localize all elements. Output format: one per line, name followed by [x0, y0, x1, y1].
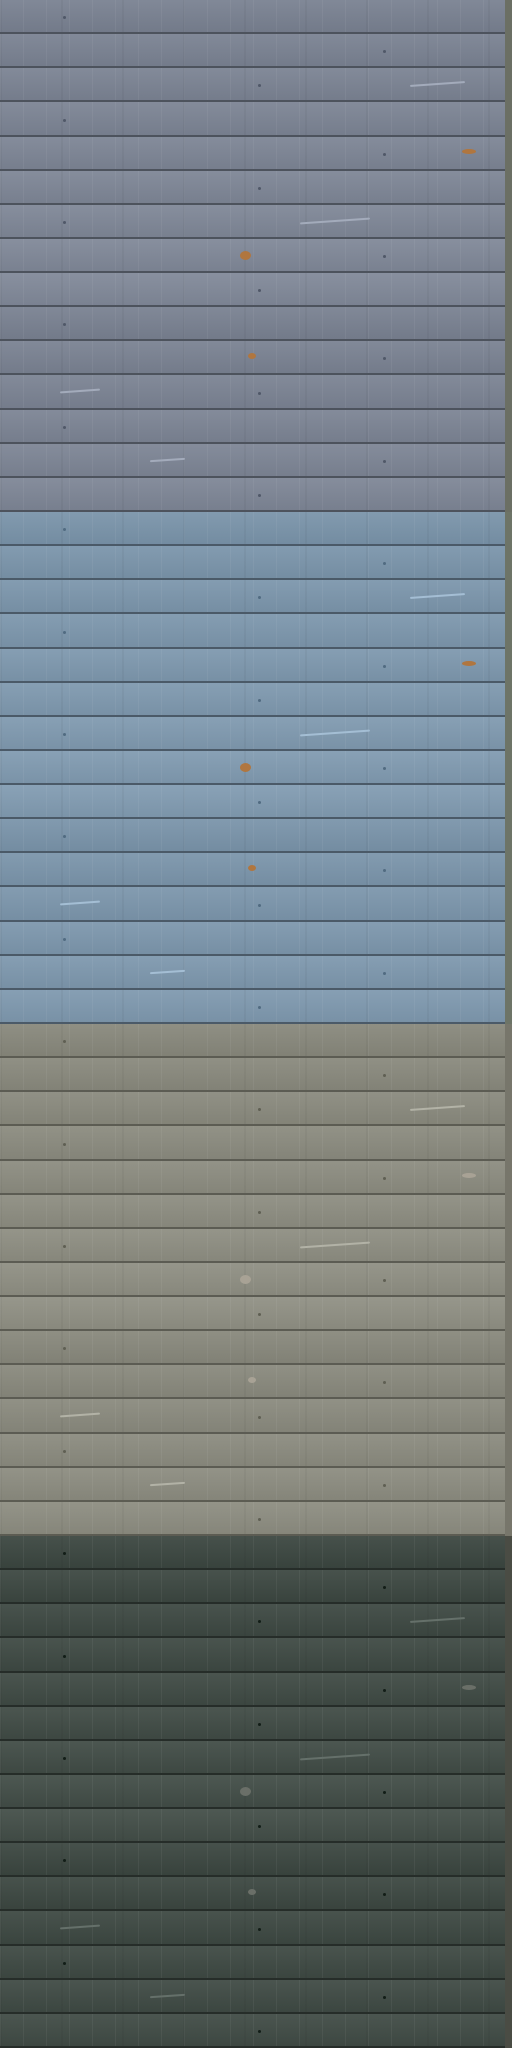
panel-edge-strip: [505, 512, 512, 1024]
plank-board: [0, 171, 505, 203]
nail-head: [258, 801, 261, 804]
wood-knot: [240, 1275, 251, 1284]
panel-taupe-gray: [0, 1024, 512, 1536]
nail-head: [63, 1143, 66, 1146]
panel-edge-strip: [505, 1536, 512, 2048]
plank-board: [0, 307, 505, 339]
plank-board: [0, 1946, 505, 1978]
nail-head: [383, 1586, 386, 1589]
nail-head: [63, 221, 66, 224]
plank-board: [0, 683, 505, 715]
nail-head: [383, 1893, 386, 1896]
plank-board: [0, 1434, 505, 1466]
nail-head: [383, 1279, 386, 1282]
nail-head: [383, 1689, 386, 1692]
nail-head: [63, 1962, 66, 1965]
nail-head: [63, 1347, 66, 1350]
nail-head: [63, 1655, 66, 1658]
nail-head: [383, 1484, 386, 1487]
nail-head: [258, 699, 261, 702]
wood-knot: [462, 1685, 476, 1690]
wood-knot: [240, 251, 251, 260]
nail-head: [258, 1313, 261, 1316]
plank-board: [0, 751, 505, 783]
nail-head: [383, 1177, 386, 1180]
nail-head: [258, 84, 261, 87]
nail-head: [383, 1996, 386, 1999]
plank-board: [0, 1775, 505, 1807]
plank-board: [0, 1980, 505, 2012]
nail-head: [383, 357, 386, 360]
panel-edge-strip: [505, 1024, 512, 1536]
plank-board: [0, 1195, 505, 1227]
wood-knot: [248, 865, 256, 871]
plank-board: [0, 1707, 505, 1739]
plank-board: [0, 444, 505, 476]
nail-head: [383, 665, 386, 668]
plank-board: [0, 273, 505, 305]
nail-head: [63, 835, 66, 838]
plank-board: [0, 717, 505, 749]
plank-board: [0, 1161, 505, 1193]
plank-board: [0, 1638, 505, 1671]
plank-board: [0, 0, 505, 32]
nail-head: [383, 562, 386, 565]
nail-head: [258, 494, 261, 497]
nail-head: [258, 1518, 261, 1521]
panel-edge-strip: [505, 0, 512, 512]
nail-head: [63, 1040, 66, 1043]
plank-board: [0, 205, 505, 237]
plank-board: [0, 614, 505, 647]
plank-board: [0, 956, 505, 988]
nail-head: [383, 767, 386, 770]
plank-board: [0, 1468, 505, 1500]
plank-board: [0, 1536, 505, 1568]
plank-board: [0, 34, 505, 66]
wood-knot: [462, 1173, 476, 1178]
nail-head: [258, 904, 261, 907]
nail-head: [258, 596, 261, 599]
panel-sky-blue: [0, 512, 512, 1024]
wood-knot: [248, 1889, 256, 1895]
plank-board: [0, 922, 505, 954]
wood-knot: [248, 353, 256, 359]
nail-head: [63, 323, 66, 326]
plank-board: [0, 137, 505, 169]
plank-board: [0, 239, 505, 271]
nail-head: [63, 631, 66, 634]
nail-head: [63, 528, 66, 531]
nail-head: [258, 1416, 261, 1419]
plank-board: [0, 1809, 505, 1841]
nail-head: [63, 1859, 66, 1862]
plank-board: [0, 1263, 505, 1295]
nail-head: [63, 733, 66, 736]
panel-dark-green: [0, 1536, 512, 2048]
plank-board: [0, 990, 505, 1022]
nail-head: [63, 119, 66, 122]
nail-head: [258, 1211, 261, 1214]
nail-head: [63, 16, 66, 19]
plank-board: [0, 1843, 505, 1875]
plank-board: [0, 1297, 505, 1329]
nail-head: [383, 460, 386, 463]
nail-head: [63, 938, 66, 941]
nail-head: [383, 50, 386, 53]
nail-head: [258, 187, 261, 190]
nail-head: [258, 289, 261, 292]
nail-head: [63, 426, 66, 429]
nail-head: [258, 1825, 261, 1828]
plank-board: [0, 819, 505, 851]
plank-board: [0, 1502, 505, 1534]
nail-head: [258, 1928, 261, 1931]
nail-head: [63, 1450, 66, 1453]
nail-head: [258, 1108, 261, 1111]
nail-head: [258, 392, 261, 395]
plank-board: [0, 2014, 505, 2046]
nail-head: [383, 972, 386, 975]
nail-head: [383, 1381, 386, 1384]
plank-board: [0, 1673, 505, 1705]
nail-head: [383, 255, 386, 258]
nail-head: [258, 1620, 261, 1623]
wood-knot: [240, 1787, 251, 1796]
wood-knot: [462, 661, 476, 666]
panel-slate-blue: [0, 0, 512, 512]
nail-head: [383, 153, 386, 156]
plank-board: [0, 512, 505, 544]
plank-board: [0, 478, 505, 510]
plank-board: [0, 1024, 505, 1056]
wood-knot: [240, 763, 251, 772]
plank-board: [0, 1229, 505, 1261]
nail-head: [258, 1723, 261, 1726]
plank-board: [0, 649, 505, 681]
wood-knot: [462, 149, 476, 154]
plank-board: [0, 1126, 505, 1159]
plank-board: [0, 1741, 505, 1773]
nail-head: [63, 1245, 66, 1248]
nail-head: [383, 1074, 386, 1077]
nail-head: [63, 1552, 66, 1555]
nail-head: [258, 2030, 261, 2033]
plank-board: [0, 1570, 505, 1602]
plank-board: [0, 102, 505, 135]
plank-board: [0, 1331, 505, 1363]
plank-board: [0, 1058, 505, 1090]
nail-head: [383, 1791, 386, 1794]
wood-knot: [248, 1377, 256, 1383]
nail-head: [383, 869, 386, 872]
plank-board: [0, 546, 505, 578]
plank-board: [0, 785, 505, 817]
nail-head: [258, 1006, 261, 1009]
plank-board: [0, 410, 505, 442]
nail-head: [63, 1757, 66, 1760]
